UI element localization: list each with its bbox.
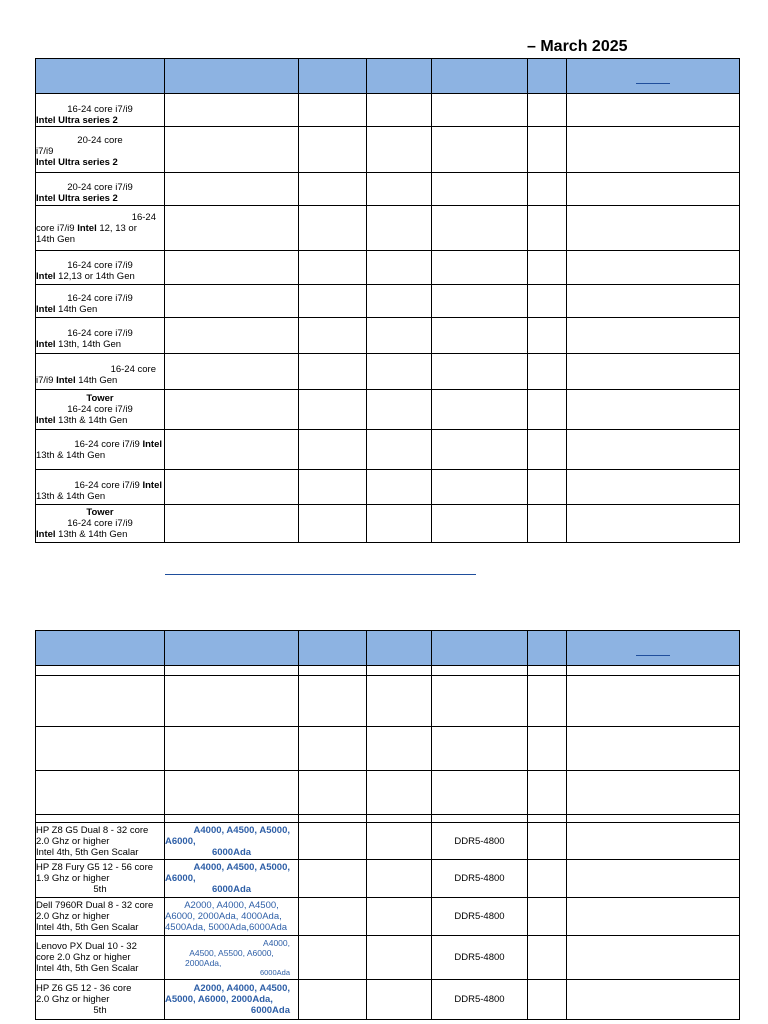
table-cell [567,127,740,173]
cpu-cell [36,898,165,936]
table-cell [299,676,367,727]
table-row [36,285,740,318]
table-cell [528,470,567,505]
table-cell [432,354,528,390]
table-cell [299,505,367,543]
header-cell [432,59,528,94]
cpu-line: Intel 4th, 5th Gen Scalar [36,963,139,974]
table-cell [528,666,567,676]
table-row [36,127,740,173]
table-cell [567,727,740,771]
gpu-line: A2000, A4000, A4500, [193,983,290,994]
cpu-line: 12, 13 or [96,222,137,234]
table-row [36,666,740,676]
cpu-brand: Intel [77,222,97,234]
table-cell [165,390,299,430]
table-cell [299,470,367,505]
table-cell [567,815,740,823]
table-cell [367,860,432,898]
cpu-line: 16-24 core i7/i9 [74,480,143,491]
table-cell [567,318,740,354]
gpu-line: 6000Ada [250,1005,290,1016]
table-cell [432,815,528,823]
table-cell [36,771,165,815]
cpu-cell [36,390,165,430]
gpu-line: A2000, A4000, A4500, [184,900,279,911]
header-cell [36,631,165,666]
cpu-brand: Intel [36,415,56,426]
table-cell [299,354,367,390]
table-cell [528,206,567,251]
table-header-row [36,59,740,94]
cpu-line: 16-24 core i7/i9 [67,293,133,304]
cpu-brand: Intel [142,480,162,491]
table-cell [299,815,367,823]
table-row [36,354,740,390]
table-cell [299,860,367,898]
cpu-line: Lenovo PX Dual 10 - 32 [36,941,137,952]
gpu-cell [165,898,299,936]
table-cell [567,676,740,727]
table-cell [567,173,740,206]
table-cell [528,815,567,823]
header-cell [528,59,567,94]
gpu-line: 2000Ada, [185,957,222,968]
table-cell [299,980,367,1020]
memory-cell: DDR5-4800 [432,898,528,936]
table-cell [567,898,740,936]
table-cell [165,505,299,543]
table-row [36,898,740,936]
cpu-cell [36,354,165,390]
table-cell [528,285,567,318]
table-row [36,936,740,980]
cpu-cell [36,285,165,318]
cpu-line: HP Z6 G5 12 - 36 core [36,983,132,994]
table-cell [567,505,740,543]
table-row [36,771,740,815]
table-cell [567,354,740,390]
table-cell [299,127,367,173]
gpu-line: A6000, 2000Ada, 4000Ada, [165,911,282,922]
table-cell [367,505,432,543]
cpu-cell [36,470,165,505]
cpu-line: 20-24 core [77,135,123,146]
table-cell [432,94,528,127]
table-cell [567,251,740,285]
table-cell [432,173,528,206]
cpu-line: 16-24 core i7/i9 [67,259,133,271]
table-cell [36,676,165,727]
header-cell [432,631,528,666]
cpu-line: Intel Ultra series 2 [36,115,118,126]
table-cell [367,727,432,771]
table-cell [299,318,367,354]
table-cell [299,727,367,771]
table-row [36,173,740,206]
table-row [36,430,740,470]
table-cell [367,206,432,251]
table-cell [367,980,432,1020]
table-row [36,727,740,771]
cpu-brand: Intel [56,374,76,386]
cpu-line: 16-24 core [110,363,156,375]
memory-cell: DDR5-4800 [432,980,528,1020]
table-cell [367,815,432,823]
table-cell [299,898,367,936]
table-cell [367,318,432,354]
gpu-cell [165,860,299,898]
table-row [36,815,740,823]
table-cell [165,285,299,318]
cpu-line: 14th Gen [55,304,98,315]
table-cell [528,823,567,860]
cpu-line: 5th [93,884,107,895]
memory-cell: DDR5-4800 [432,936,528,980]
cpu-form-factor: Tower [86,393,114,404]
table-cell [165,470,299,505]
table-cell [367,898,432,936]
header-cell [299,59,367,94]
cpu-cell [36,980,165,1020]
cpu-line: 2.0 Ghz or higher [36,994,110,1005]
cpu-cell [36,936,165,980]
table-cell [432,470,528,505]
table-cell [165,94,299,127]
table-cell [528,318,567,354]
table-row [36,823,740,860]
cpu-form-factor: Tower [86,507,114,518]
table-cell [528,505,567,543]
table-cell [367,470,432,505]
cpu-brand: Intel [36,270,56,282]
table-cell [367,771,432,815]
table-cell [567,936,740,980]
table-cell [432,727,528,771]
cpu-cell [36,173,165,206]
table-cell [567,94,740,127]
header-cell [367,59,432,94]
table-cell [165,318,299,354]
workstation-table-dual [35,630,740,1020]
table-cell [367,430,432,470]
cpu-line: 13th & 14th Gen [55,415,128,426]
memory-cell: DDR5-4800 [432,860,528,898]
gpu-cell [165,823,299,860]
table-cell [432,390,528,430]
table-cell [367,823,432,860]
table-cell [567,285,740,318]
cpu-line: 20-24 core i7/i9 [67,182,133,193]
table-cell [528,127,567,173]
table-cell [528,771,567,815]
table-cell [528,980,567,1020]
cpu-cell [36,251,165,285]
section-link[interactable] [165,574,476,575]
gpu-line: A4000, A4500, A5000, [193,862,290,873]
table-cell [367,127,432,173]
cpu-line: core 2.0 Ghz or higher [36,952,131,963]
table-cell [299,430,367,470]
cpu-brand: Intel [36,304,56,315]
cpu-cell [36,823,165,860]
table-cell [367,354,432,390]
cpu-line: Intel 4th, 5th Gen Scalar [36,922,139,933]
table-cell [567,860,740,898]
header-cell [165,59,299,94]
table-cell [299,390,367,430]
table-cell [36,727,165,771]
gpu-line: A5000, A6000, 2000Ada, [165,994,273,1005]
cpu-cell [36,505,165,543]
cpu-line: 16-24 core i7/i9 [67,327,133,339]
table-cell [367,390,432,430]
table-cell [36,815,165,823]
table-cell [432,251,528,285]
cpu-brand: Intel [36,529,56,540]
header-cell [36,59,165,94]
cpu-cell [36,94,165,127]
table-cell [165,727,299,771]
table-cell [165,354,299,390]
table-cell [528,251,567,285]
table-cell [299,285,367,318]
table-cell [528,430,567,470]
table-row [36,860,740,898]
cpu-cell [36,206,165,251]
cpu-cell [36,430,165,470]
table-cell [367,666,432,676]
table-cell [528,354,567,390]
cpu-line: 16-24 core i7/i9 [74,438,143,450]
table-cell [299,666,367,676]
table-cell [165,815,299,823]
table-cell [367,676,432,727]
table-cell [165,430,299,470]
memory-cell: DDR5-4800 [432,823,528,860]
cpu-line: 16-24 [131,211,156,223]
cpu-line: 14th Gen [75,374,118,386]
cpu-line: 1.9 Ghz or higher [36,873,110,884]
table-cell [528,936,567,980]
table-cell [432,318,528,354]
header-cell [367,631,432,666]
table-cell [432,505,528,543]
header-cell [165,631,299,666]
table-cell [567,666,740,676]
gpu-cell [165,936,299,980]
cpu-brand: Intel [36,338,56,350]
gpu-line: A6000, [165,873,196,884]
table-row [36,94,740,127]
workstation-table-desktop [35,58,740,543]
cpu-line: 2.0 Ghz or higher [36,835,110,847]
table-row [36,980,740,1020]
table-cell [567,390,740,430]
table-cell [299,771,367,815]
table-row [36,470,740,505]
cpu-line: 13th & 14th Gen [36,449,106,461]
table-cell [367,94,432,127]
table-cell [432,127,528,173]
table-cell [299,936,367,980]
gpu-line: A6000, [165,835,196,847]
table-row [36,390,740,430]
gpu-line: 6000Ada [211,884,252,895]
cpu-line: Intel Ultra series 2 [36,157,118,168]
cpu-line: 13th & 14th Gen [36,491,106,502]
cpu-line: 14th Gen [36,233,76,245]
table-cell [299,206,367,251]
table-cell [165,771,299,815]
table-cell [36,666,165,676]
table-cell [528,898,567,936]
table-cell [367,285,432,318]
document-title: – March 2025 [527,38,628,55]
cpu-line: 16-24 core i7/i9 [67,404,133,415]
gpu-line: 6000Ada [259,967,290,977]
table-cell [432,430,528,470]
header-cell [567,631,740,666]
cpu-line: 16-24 core i7/i9 [67,104,133,115]
table-cell [567,430,740,470]
header-link[interactable] [636,83,670,84]
table-cell [567,206,740,251]
cpu-line: 5th [93,1005,107,1016]
table-cell [432,676,528,727]
table-cell [432,666,528,676]
table-cell [165,666,299,676]
header-cell [528,631,567,666]
table-cell [567,980,740,1020]
table-cell [432,771,528,815]
cpu-line: core i7/i9 [36,222,78,234]
cpu-cell [36,127,165,173]
table-cell [299,173,367,206]
table-cell [299,251,367,285]
table-cell [165,206,299,251]
cpu-line: i7/i9 [36,374,57,386]
table-header-row [36,631,740,666]
table-cell [567,470,740,505]
cpu-line: 12,13 or 14th Gen [55,270,135,282]
header-cell [299,631,367,666]
table-cell [367,251,432,285]
table-cell [367,173,432,206]
cpu-line: Intel 4th, 5th Gen Scalar [36,846,139,858]
cpu-cell [36,860,165,898]
table-cell [299,823,367,860]
table-cell [165,676,299,727]
gpu-line: A4500, A5500, A6000, [189,947,274,958]
gpu-cell [165,980,299,1020]
table-cell [367,936,432,980]
cpu-line: Dell 7960R Dual 8 - 32 core [36,900,154,911]
gpu-line: 6000Ada [211,846,252,858]
table-cell [528,173,567,206]
cpu-line: HP Z8 Fury G5 12 - 56 core [36,862,154,873]
gpu-line: A4000, [263,937,290,948]
cpu-line: i7/i9 [36,146,54,157]
table-cell [567,771,740,815]
table-cell [528,860,567,898]
cpu-brand: Intel [142,438,162,450]
header-link[interactable] [636,655,670,656]
cpu-line: HP Z8 G5 Dual 8 - 32 core [36,824,149,836]
table-cell [165,251,299,285]
table-cell [528,390,567,430]
table-cell [528,94,567,127]
header-cell [567,59,740,94]
table-row [36,318,740,354]
gpu-line: A4000, A4500, A5000, [193,824,290,836]
table-row [36,251,740,285]
table-cell [165,127,299,173]
table-cell [567,823,740,860]
gpu-line: 4500Ada, 5000Ada,6000Ada [165,922,288,933]
table-row [36,206,740,251]
table-cell [299,94,367,127]
table-row [36,676,740,727]
cpu-cell [36,318,165,354]
table-cell [432,285,528,318]
table-row [36,505,740,543]
cpu-line: Intel Ultra series 2 [36,193,118,204]
cpu-line: 2.0 Ghz or higher [36,911,110,922]
table-cell [432,206,528,251]
cpu-line: 13th & 14th Gen [55,529,128,540]
table-cell [528,727,567,771]
table-cell [165,173,299,206]
cpu-line: 13th, 14th Gen [55,338,122,350]
table-cell [528,676,567,727]
cpu-line: 16-24 core i7/i9 [67,518,133,529]
